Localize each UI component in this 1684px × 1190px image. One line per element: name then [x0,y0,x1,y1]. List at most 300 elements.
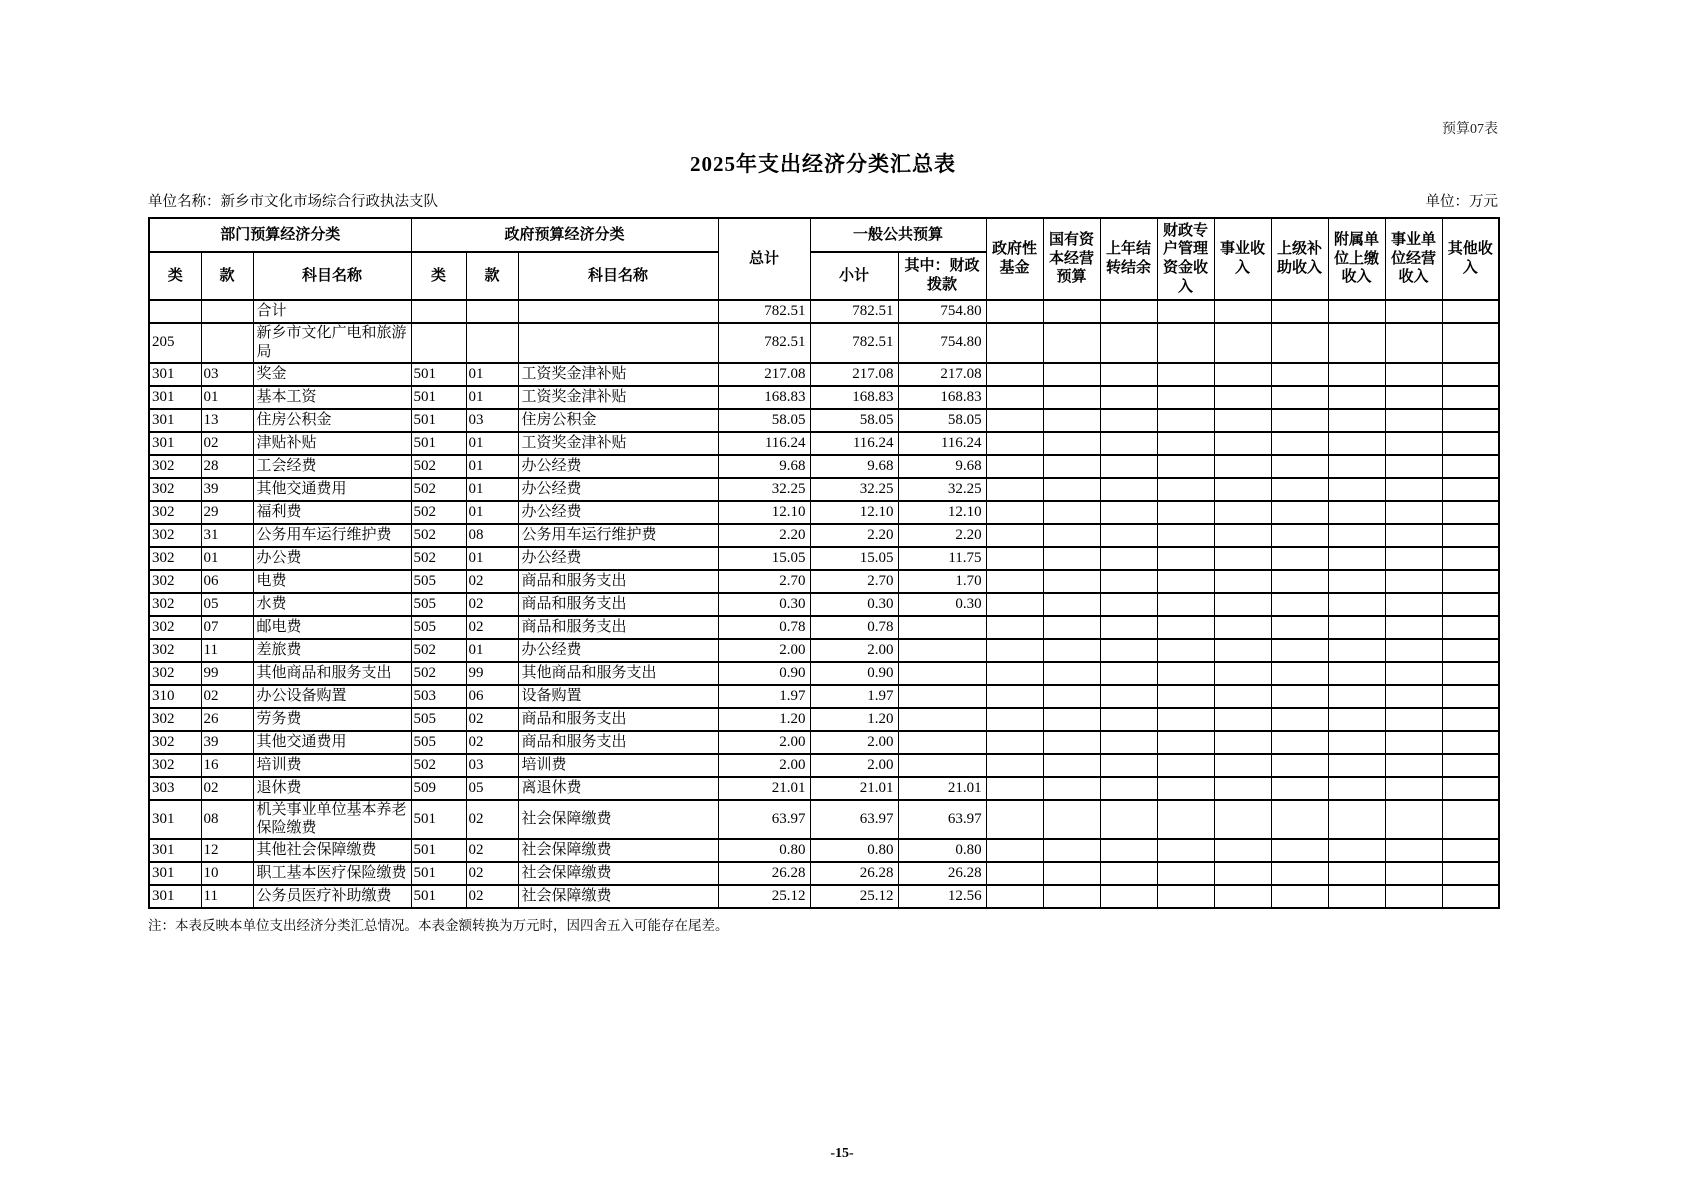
cell-empty [986,501,1043,524]
cell-code: 302 [149,524,201,547]
cell-empty [1043,862,1100,885]
cell-subject: 商品和服务支出 [518,708,718,731]
cell-code: 02 [466,862,518,885]
cell-empty [1157,662,1214,685]
table-row [149,862,1499,885]
cell-num: 9.68 [810,455,898,478]
cell-empty [1328,593,1385,616]
cell-subject: 工资奖金津补贴 [518,363,718,386]
table-row [149,501,1499,524]
cell-subject: 福利费 [253,501,411,524]
unit-name-value: 新乡市文化市场综合行政执法支队 [220,194,438,210]
cell-code: 29 [201,501,253,524]
cell-num: 21.01 [810,777,898,800]
cell-empty [1328,800,1385,840]
cell-empty [1328,885,1385,908]
cell-num [898,731,986,754]
cell-empty [1157,455,1214,478]
cell-num: 12.10 [810,501,898,524]
cell-subject: 培训费 [253,754,411,777]
table-row [149,455,1499,478]
cell-empty [1385,478,1442,501]
cell-code: 505 [411,708,466,731]
cell-empty [1328,731,1385,754]
cell-subject [518,323,718,363]
cell-empty [1214,862,1271,885]
cell-empty [1442,570,1499,593]
cell-empty [1442,662,1499,685]
cell-empty [1385,409,1442,432]
cell-empty [1271,363,1328,386]
header-general-budget-group: 一般公共预算 [810,218,986,252]
cell-subject: 其他交通费用 [253,731,411,754]
cell-subject: 办公费 [253,547,411,570]
cell-empty [1328,478,1385,501]
cell-empty [1100,455,1157,478]
cell-empty [1157,616,1214,639]
cell-code: 13 [201,409,253,432]
cell-empty [1100,639,1157,662]
cell-num: 12.56 [898,885,986,908]
table-row [149,731,1499,754]
cell-empty [1328,639,1385,662]
cell-code: 03 [466,754,518,777]
cell-empty [1385,570,1442,593]
table-row [149,839,1499,862]
cell-empty [1100,547,1157,570]
cell-empty [986,409,1043,432]
cell-subject: 基本工资 [253,386,411,409]
cell-empty [1157,478,1214,501]
cell-empty [986,754,1043,777]
unit-name [148,190,438,211]
cell-empty [1214,800,1271,840]
page-title: 2025年支出经济分类汇总表 [690,152,956,176]
cell-empty [1328,754,1385,777]
cell-code: 03 [201,363,253,386]
cell-code: 302 [149,593,201,616]
cell-subject: 社会保障缴费 [518,800,718,840]
cell-empty [1214,662,1271,685]
table-row [149,478,1499,501]
cell-num: 217.08 [718,363,810,386]
cell-empty [986,685,1043,708]
table-row [149,777,1499,800]
cell-num: 0.30 [718,593,810,616]
cell-empty [1214,409,1271,432]
cell-num: 58.05 [810,409,898,432]
cell-code: 03 [466,409,518,432]
cell-empty [1328,547,1385,570]
cell-subject: 办公经费 [518,639,718,662]
cell-empty [1442,323,1499,363]
cell-code: 505 [411,593,466,616]
cell-num: 63.97 [810,800,898,840]
cell-empty [1385,432,1442,455]
cell-empty [986,662,1043,685]
cell-empty [1328,363,1385,386]
cell-empty [986,524,1043,547]
cell-empty [1271,885,1328,908]
cell-code: 205 [149,323,201,363]
cell-num: 2.00 [810,754,898,777]
cell-empty [1214,839,1271,862]
header-group-row [149,218,1499,252]
cell-code: 310 [149,685,201,708]
cell-empty [1100,685,1157,708]
cell-code: 11 [201,639,253,662]
cell-empty [1271,593,1328,616]
cell-empty [1385,455,1442,478]
cell-subject: 电费 [253,570,411,593]
cell-code: 02 [466,731,518,754]
cell-code: 02 [201,432,253,455]
cell-subject: 商品和服务支出 [518,593,718,616]
cell-code: 501 [411,800,466,840]
cell-empty [1442,455,1499,478]
table-row [149,685,1499,708]
cell-empty [1157,570,1214,593]
cell-empty [1328,501,1385,524]
cell-empty [1442,363,1499,386]
cell-subject: 津贴补贴 [253,432,411,455]
cell-empty [1214,547,1271,570]
cell-num: 116.24 [898,432,986,455]
cell-code: 02 [466,800,518,840]
cell-num: 754.80 [898,323,986,363]
cell-code: 301 [149,839,201,862]
cell-num [898,662,986,685]
cell-empty [1043,300,1100,323]
cell-num: 26.28 [810,862,898,885]
cell-empty [1157,885,1214,908]
cell-empty [1214,593,1271,616]
cell-empty [1100,593,1157,616]
cell-empty [1043,432,1100,455]
cell-num: 2.00 [718,754,810,777]
cell-empty [1157,323,1214,363]
cell-code: 502 [411,501,466,524]
cell-code: 501 [411,885,466,908]
cell-code: 301 [149,386,201,409]
cell-code: 31 [201,524,253,547]
header-carryover: 上年结转结余 [1100,218,1157,300]
cell-empty [1271,300,1328,323]
cell-empty [1328,862,1385,885]
cell-empty [1043,501,1100,524]
cell-empty [1442,708,1499,731]
cell-empty [1043,777,1100,800]
cell-code: 01 [466,363,518,386]
cell-code: 302 [149,616,201,639]
cell-num: 168.83 [810,386,898,409]
cell-num: 116.24 [718,432,810,455]
table-row [149,300,1499,323]
cell-code: 301 [149,432,201,455]
cell-empty [1043,323,1100,363]
cell-empty [1157,754,1214,777]
table-row [149,754,1499,777]
cell-code: 502 [411,455,466,478]
table-row [149,547,1499,570]
cell-code: 505 [411,731,466,754]
cell-code: 302 [149,478,201,501]
cell-num: 2.20 [718,524,810,547]
cell-empty [1100,662,1157,685]
cell-empty [1271,754,1328,777]
cell-num: 0.80 [718,839,810,862]
cell-code: 08 [466,524,518,547]
cell-empty [1043,570,1100,593]
table-row [149,570,1499,593]
cell-code: 12 [201,839,253,862]
cell-empty [1157,685,1214,708]
header-gov-class: 类 [411,252,466,300]
cell-code: 502 [411,662,466,685]
cell-empty [1043,524,1100,547]
cell-code: 501 [411,862,466,885]
cell-empty [1385,616,1442,639]
cell-code: 01 [466,455,518,478]
cell-empty [986,800,1043,840]
cell-empty [1442,800,1499,840]
cell-empty [1043,754,1100,777]
table-row [149,885,1499,908]
cell-empty [1328,777,1385,800]
cell-empty [1157,862,1214,885]
cell-subject: 商品和服务支出 [518,570,718,593]
cell-empty [986,839,1043,862]
table-row [149,323,1499,363]
cell-num: 26.28 [898,862,986,885]
cell-subject: 社会保障缴费 [518,839,718,862]
cell-num: 168.83 [898,386,986,409]
cell-empty [1214,885,1271,908]
cell-subject: 邮电费 [253,616,411,639]
cell-code: 01 [201,386,253,409]
cell-empty [1100,386,1157,409]
cell-empty [1043,409,1100,432]
cell-num: 168.83 [718,386,810,409]
cell-num: 1.20 [718,708,810,731]
cell-empty [1385,300,1442,323]
cell-empty [986,708,1043,731]
cell-code: 99 [466,662,518,685]
cell-code: 302 [149,731,201,754]
cell-num: 2.00 [810,639,898,662]
cell-subject: 工资奖金津补贴 [518,386,718,409]
cell-code: 302 [149,455,201,478]
cell-num: 25.12 [718,885,810,908]
cell-empty [1271,547,1328,570]
cell-subject: 办公经费 [518,501,718,524]
cell-empty [1385,547,1442,570]
cell-empty [1385,639,1442,662]
cell-empty [1328,432,1385,455]
cell-num: 58.05 [718,409,810,432]
cell-empty [1100,616,1157,639]
cell-code: 01 [466,501,518,524]
cell-empty [1157,432,1214,455]
table-row [149,616,1499,639]
cell-subject: 职工基本医疗保险缴费 [253,862,411,885]
cell-empty [1385,800,1442,840]
cell-empty [1043,547,1100,570]
cell-code: 06 [201,570,253,593]
cell-empty [1328,570,1385,593]
header-fiscal-grant: 其中：财政拨款 [898,252,986,300]
cell-empty [1385,839,1442,862]
cell-empty [1328,409,1385,432]
cell-empty [1271,323,1328,363]
cell-empty [986,593,1043,616]
cell-empty [1442,478,1499,501]
cell-empty [1043,731,1100,754]
cell-empty [1385,685,1442,708]
cell-empty [986,639,1043,662]
cell-empty [1100,432,1157,455]
cell-code: 301 [149,885,201,908]
cell-code: 28 [201,455,253,478]
header-other-income: 其他收入 [1442,218,1499,300]
cell-empty [1043,616,1100,639]
cell-empty [1442,754,1499,777]
cell-empty [1043,685,1100,708]
cell-empty [1271,478,1328,501]
header-dept-subject: 科目名称 [253,252,411,300]
cell-empty [1271,616,1328,639]
cell-empty [986,363,1043,386]
cell-subject: 办公经费 [518,547,718,570]
cell-num: 63.97 [898,800,986,840]
cell-empty [1442,862,1499,885]
cell-empty [986,777,1043,800]
cell-empty [1157,777,1214,800]
cell-num: 1.97 [718,685,810,708]
cell-empty [1043,363,1100,386]
cell-code: 39 [201,731,253,754]
table-row [149,386,1499,409]
cell-num: 1.20 [810,708,898,731]
cell-empty [1214,363,1271,386]
cell-empty [1385,731,1442,754]
unit-name-label: 单位名称： [148,194,221,210]
cell-num: 1.70 [898,570,986,593]
cell-empty [1214,386,1271,409]
cell-empty [1385,777,1442,800]
cell-empty [1271,432,1328,455]
cell-code: 505 [411,570,466,593]
cell-empty [1043,885,1100,908]
cell-empty [1271,862,1328,885]
cell-num: 32.25 [810,478,898,501]
cell-code: 10 [201,862,253,885]
cell-empty [1442,300,1499,323]
cell-empty [1328,323,1385,363]
cell-num: 0.78 [718,616,810,639]
cell-code: 502 [411,478,466,501]
cell-empty [1157,386,1214,409]
cell-empty [1442,432,1499,455]
cell-subject: 办公经费 [518,478,718,501]
cell-code: 02 [466,616,518,639]
cell-code: 26 [201,708,253,731]
cell-empty [1271,777,1328,800]
cell-empty [1214,731,1271,754]
table-row [149,639,1499,662]
cell-num: 782.51 [810,323,898,363]
cell-empty [1442,409,1499,432]
cell-num: 58.05 [898,409,986,432]
cell-empty [1442,777,1499,800]
cell-code: 302 [149,639,201,662]
header-dept-class: 类 [149,252,201,300]
cell-num: 21.01 [718,777,810,800]
cell-code: 05 [466,777,518,800]
cell-empty [1214,524,1271,547]
cell-subject: 公务用车运行维护费 [253,524,411,547]
cell-code [411,300,466,323]
cell-empty [1214,478,1271,501]
cell-code: 302 [149,501,201,524]
cell-empty [1328,386,1385,409]
cell-empty [1442,731,1499,754]
cell-subject: 住房公积金 [518,409,718,432]
cell-code: 02 [466,839,518,862]
cell-empty [1214,639,1271,662]
cell-empty [1271,524,1328,547]
cell-empty [1043,455,1100,478]
cell-subject: 社会保障缴费 [518,862,718,885]
cell-empty [1100,570,1157,593]
cell-empty [986,386,1043,409]
cell-empty [1442,685,1499,708]
cell-empty [1100,363,1157,386]
header-business-income: 事业收入 [1214,218,1271,300]
cell-empty [1043,708,1100,731]
cell-code: 01 [466,639,518,662]
cell-empty [1442,547,1499,570]
cell-num: 2.00 [718,639,810,662]
cell-code: 302 [149,754,201,777]
cell-empty [1214,300,1271,323]
cell-code: 501 [411,839,466,862]
cell-code: 01 [201,547,253,570]
cell-empty [1043,639,1100,662]
cell-empty [1271,570,1328,593]
table-row [149,524,1499,547]
cell-empty [1100,323,1157,363]
cell-empty [1385,363,1442,386]
cell-empty [1271,501,1328,524]
cell-num: 25.12 [810,885,898,908]
cell-empty [1157,547,1214,570]
cell-empty [986,478,1043,501]
cell-empty [1385,862,1442,885]
cell-empty [1328,685,1385,708]
cell-empty [1271,386,1328,409]
cell-num: 116.24 [810,432,898,455]
cell-empty [1271,455,1328,478]
header-gov-fund: 政府性基金 [986,218,1043,300]
table-row [149,800,1499,840]
cell-subject [518,300,718,323]
cell-empty [1271,639,1328,662]
cell-empty [1043,386,1100,409]
cell-code: 39 [201,478,253,501]
cell-num: 782.51 [718,300,810,323]
cell-num: 15.05 [718,547,810,570]
